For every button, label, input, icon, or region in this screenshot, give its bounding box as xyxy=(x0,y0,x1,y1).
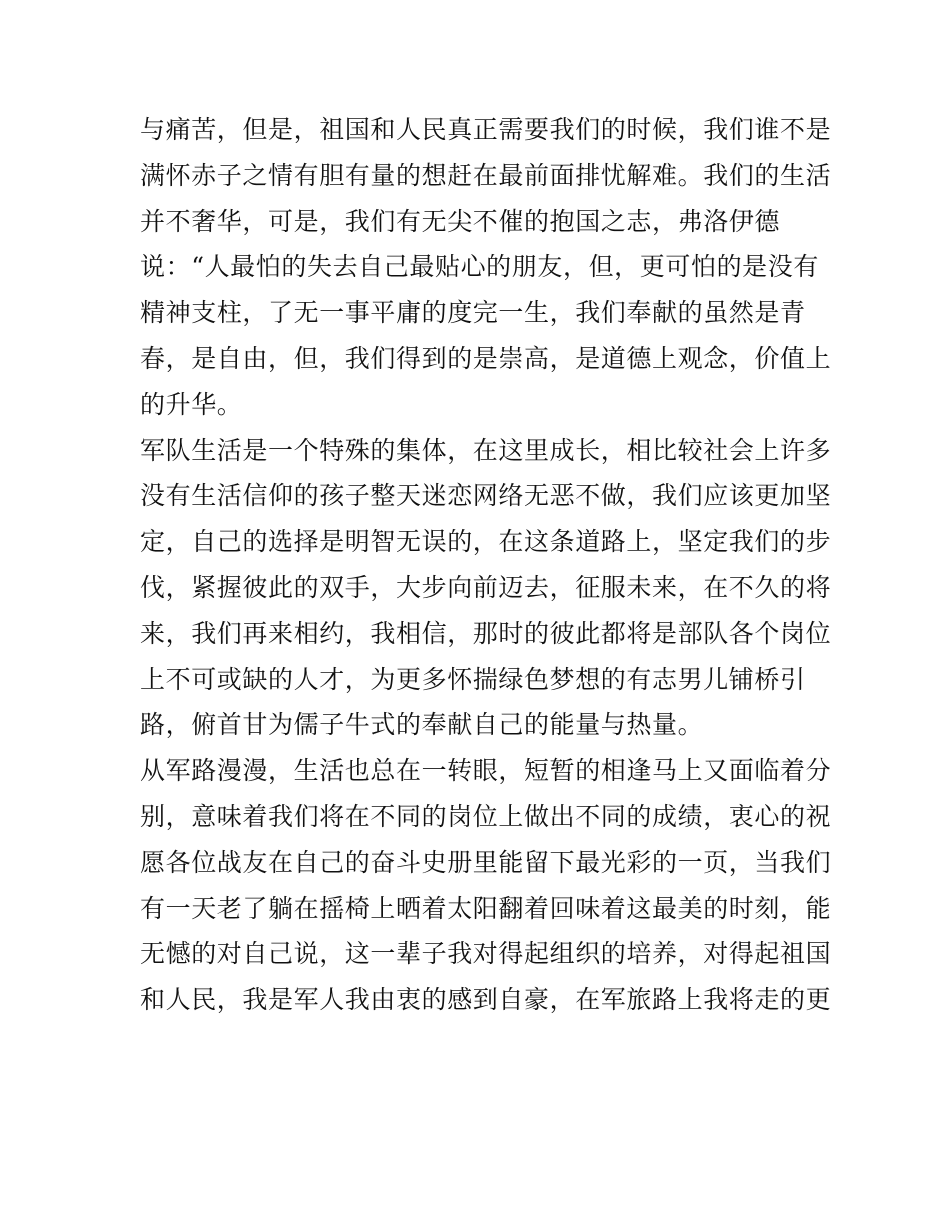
text-line: 无憾的对自己说，这一辈子我对得起组织的培养，对得起祖国 xyxy=(140,939,832,969)
text-line: 与痛苦，但是，祖国和人民真正需要我们的时候，我们谁不是 xyxy=(140,115,832,144)
text-line: 愿各位战友在自己的奋斗史册里能留下最光彩的一页，当我们 xyxy=(140,847,832,877)
text-line: 春，是自由，但，我们得到的是崇高，是道德上观念，价值上 xyxy=(140,343,832,373)
text-line: 伐，紧握彼此的双手，大步向前迈去，征服未来，在不久的将 xyxy=(140,572,832,602)
text-line: 精神支柱，了无一事平庸的度完一生，我们奉献的虽然是青 xyxy=(140,298,806,328)
text-line: 说：“人最怕的失去自己最贴心的朋友，但，更可怕的是没有 xyxy=(140,252,819,282)
text-line: 没有生活信仰的孩子整天迷恋网络无恶不做，我们应该更加坚 xyxy=(140,481,832,511)
text-line: 有一天老了躺在摇椅上晒着太阳翻着回味着这最美的时刻，能 xyxy=(140,893,832,923)
text-line: 军队生活是一个特殊的集体，在这里成长，相比较社会上许多 xyxy=(140,435,832,465)
text-line: 的升华。 xyxy=(140,389,243,419)
text-line: 定，自己的选择是明智无误的，在这条道路上，坚定我们的步 xyxy=(140,527,832,557)
text-line: 路，俯首甘为儒子牛式的奉献自己的能量与热量。 xyxy=(140,710,704,740)
body-text xyxy=(140,107,832,1023)
text-line: 别，意味着我们将在不同的岗位上做出不同的成绩，衷心的祝 xyxy=(140,801,832,831)
text-line: 和人民，我是军人我由衷的感到自豪，在军旅路上我将走的更 xyxy=(140,985,832,1015)
text-line: 并不奢华，可是，我们有无尖不催的抱国之志，弗洛伊德 xyxy=(140,206,781,236)
text-line: 上不可或缺的人才，为更多怀揣绿色梦想的有志男儿铺桥引 xyxy=(140,664,806,694)
text-line: 满怀赤子之情有胆有量的想赶在最前面排忧解难。我们的生活 xyxy=(140,160,832,190)
text-line: 来，我们再来相约，我相信，那时的彼此都将是部队各个岗位 xyxy=(140,618,832,648)
text-line: 从军路漫漫，生活也总在一转眼，短暂的相逢马上又面临着分 xyxy=(140,756,832,786)
